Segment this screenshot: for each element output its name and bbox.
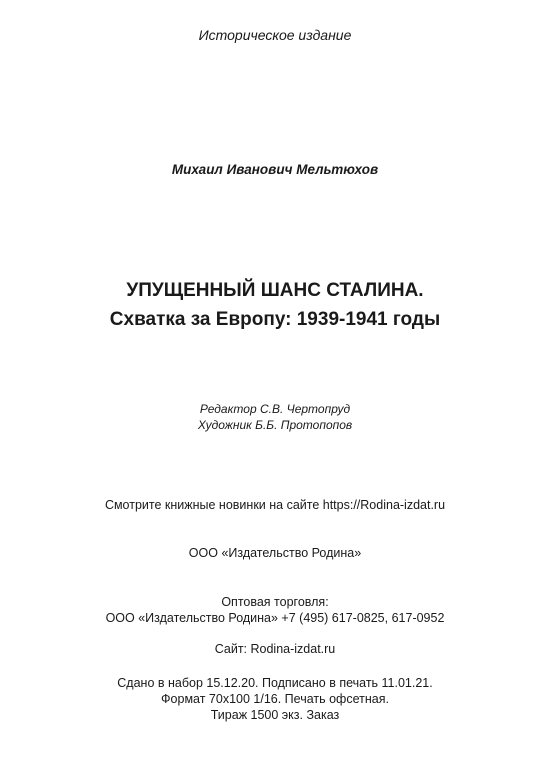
print-info-line-3: Тираж 1500 экз. Заказ — [210, 708, 340, 722]
book-title-line-2: Схватка за Европу: 1939-1941 годы — [109, 309, 441, 330]
editor-credit: Редактор С.В. Чертопруд — [199, 402, 351, 416]
website-note: Смотрите книжные новинки на сайте https://Rodina-izdat.ru — [104, 498, 446, 512]
wholesale-contact: ООО «Издательство Родина» +7 (495) 617-0825, 617-0952 — [105, 611, 445, 625]
book-title-line-1: УПУЩЕННЫЙ ШАНС СТАЛИНА. — [126, 280, 424, 301]
wholesale-heading: Оптовая торговля: — [221, 595, 329, 609]
publisher-site: Сайт: Rodina-izdat.ru — [214, 642, 336, 656]
author-name: Михаил Иванович Мельтюхов — [171, 162, 379, 177]
publisher-name: ООО «Издательство Родина» — [188, 546, 362, 560]
series-label: Историческое издание — [198, 27, 352, 43]
artist-credit: Художник Б.Б. Протопопов — [197, 418, 353, 432]
print-info-line-2: Формат 70x100 1/16. Печать офсетная. — [161, 692, 389, 706]
print-info-line-1: Сдано в набор 15.12.20. Подписано в печать 11.01.21. — [117, 676, 433, 690]
